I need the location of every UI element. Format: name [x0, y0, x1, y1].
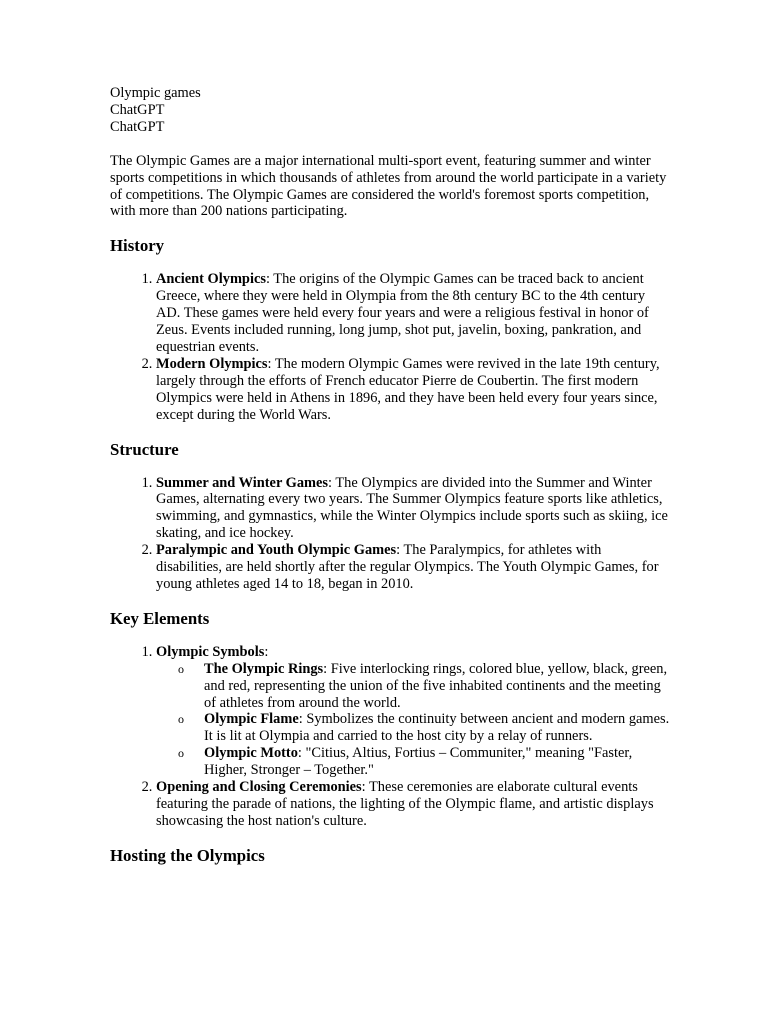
sublist-item [178, 745, 670, 779]
list-item-text: : The modern Olympic Games were revived in the late 19th century, largely through the efforts of French educator Pierre de Coubertin. The first modern Olympics were held in Athens in 1896, and they have been held every four years since, except during the World Wars. [156, 355, 660, 423]
history-heading: History [110, 236, 165, 256]
list-item [156, 542, 670, 593]
key-elements-list [110, 644, 670, 830]
sublist-item-term: The Olympic Rings [204, 660, 324, 677]
structure-list [110, 475, 670, 593]
list-item [156, 644, 670, 779]
list-item-text: : These ceremonies are elaborate cultural events featuring the parade of nations, the lighting of the Olympic flame, and artistic displays showcasing the host nation's culture. [156, 779, 654, 829]
sublist-item-term: Olympic Flame [204, 711, 299, 728]
history-list [110, 271, 670, 423]
bullet-icon: o [178, 746, 184, 761]
list-item-text: : The Paralympics, for athletes with disabilities, are held shortly after the regular Olympics. The Youth Olympic Games, for young athletes aged 14 to 18, began in 2010. [156, 542, 659, 592]
document-page [110, 85, 670, 866]
list-item-term: Modern Olympics [156, 355, 268, 372]
list-item-text: : The Olympics are divided into the Summer and Winter Games, alternating every two years. The Summer Olympics feature sports like athletics, swimming, and gymnastics, while the Winter Olympics include sports such as skiing, ice skating, and ice hockey. [156, 474, 668, 542]
list-item [156, 779, 670, 830]
document-author-line-2: ChatGPT [110, 118, 165, 135]
list-item [156, 475, 670, 543]
hosting-heading: Hosting the Olympics [110, 845, 265, 865]
document-title: Olympic games [110, 85, 201, 101]
list-item [156, 271, 670, 356]
list-item [156, 356, 670, 424]
document-header [110, 85, 670, 136]
sublist-item-text: : Symbolizes the continuity between ancient and modern games. It is lit at Olympia and carried to the host city by a relay of runners. [204, 711, 670, 745]
document-author-line: ChatGPT [110, 101, 165, 118]
list-item-text: : [264, 643, 269, 660]
symbols-sublist [156, 661, 670, 779]
sublist-item-term: Olympic Motto [204, 745, 298, 762]
list-item-text: : The origins of the Olympic Games can be traced back to ancient Greece, where they were held in Olympia from the 8th century BC to the 4th century AD. These games were held every four years and were a religious festival in honor of Zeus. Events included running, long jump, shot put, javelin, boxing, pankration, and equestrian events. [156, 271, 649, 355]
list-item-term: Paralympic and Youth Olympic Games [156, 542, 397, 559]
sublist-item [178, 711, 670, 745]
list-item-term: Opening and Closing Ceremonies [156, 779, 362, 796]
bullet-icon: o [178, 661, 184, 676]
structure-heading: Structure [110, 439, 179, 459]
sublist-item [178, 660, 670, 712]
key-elements-heading: Key Elements [110, 608, 210, 628]
intro-paragraph: The Olympic Games are a major international multi-sport event, featuring summer and winter sports competitions in which thousands of athletes from around the world participate in a variety of competitions. The Olympic Games are considered the world's foremost sports competition, with more than 200 nations participating. [110, 152, 667, 220]
list-item-term: Ancient Olympics [156, 271, 266, 288]
bullet-icon: o [178, 712, 184, 727]
list-item-term: Summer and Winter Games [156, 474, 329, 491]
list-item-term: Olympic Symbols [156, 643, 265, 660]
sublist-item-text: : Five interlocking rings, colored blue, yellow, black, green, and red, representing the union of the five inhabited continents and the meeting of athletes from around the world. [204, 660, 668, 711]
sublist-item-text: : "Citius, Altius, Fortius – Communiter," meaning "Faster, Higher, Stronger – Together." [204, 745, 633, 779]
